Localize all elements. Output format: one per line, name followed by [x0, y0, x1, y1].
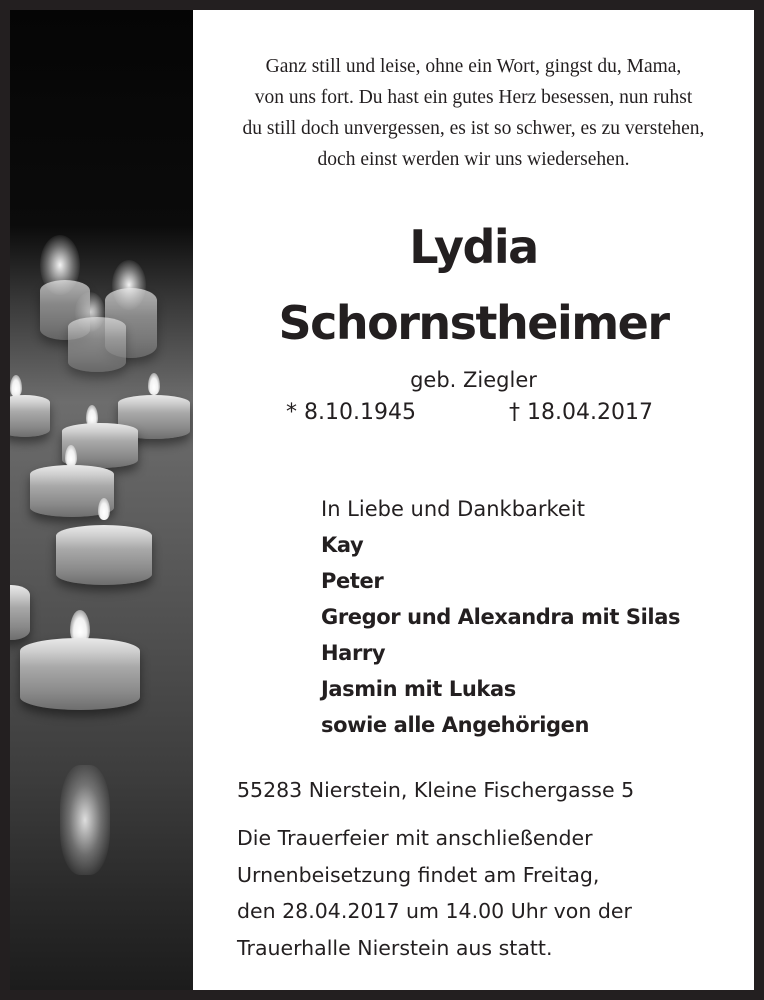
mourner-name: Gregor und Alexandra mit Silas [321, 605, 681, 629]
deceased-first-name: Lydia [409, 220, 538, 274]
service-line: Trauerhalle Nierstein aus statt. [237, 935, 553, 960]
birth-date: * 8.10.1945 [286, 400, 416, 425]
mourner-name: sowie alle Angehörigen [321, 713, 590, 737]
death-date: † 18.04.2017 [509, 400, 653, 425]
candle [10, 585, 30, 640]
address: 55283 Nierstein, Kleine Fischergasse 5 [237, 778, 635, 802]
poem-line: von uns fort. Du hast ein gutes Herz besessen, nun ruhst [254, 87, 693, 108]
candle [20, 638, 140, 710]
candle-flame [65, 445, 77, 467]
mourners-intro: In Liebe und Dankbarkeit [321, 497, 585, 521]
mourner-name: Kay [321, 533, 364, 557]
candle-flame [10, 375, 22, 397]
candle [68, 317, 126, 372]
poem-line: du still doch unvergessen, es ist so schwer, es zu verstehen, [242, 118, 705, 139]
candle [56, 525, 152, 585]
candle-flame [148, 373, 160, 395]
maiden-name: geb. Ziegler [410, 368, 537, 392]
poem-line: Ganz still und leise, ohne ein Wort, gingst du, Mama, [265, 56, 682, 77]
memorial-poem [193, 51, 754, 175]
service-line: Die Trauerfeier mit anschließender [237, 826, 593, 850]
poem-line: doch einst werden wir uns wiedersehen. [317, 149, 630, 170]
service-line: den 28.04.2017 um 14.00 Uhr von der [237, 899, 632, 923]
notice-panel [193, 10, 754, 990]
mourner-name: Peter [321, 569, 384, 593]
candle-reflection [60, 765, 110, 875]
mourner-name: Jasmin mit Lukas [321, 677, 516, 701]
service-line: Urnenbeisetzung findet am Freitag, [237, 862, 600, 887]
candles-photo [10, 10, 193, 990]
candle [10, 395, 50, 437]
mourners-list [321, 491, 680, 743]
deceased-last-name: Schornstheimer [278, 296, 669, 350]
funeral-service-info [237, 820, 632, 966]
mourner-name: Harry [321, 641, 386, 665]
candle-flame [98, 498, 110, 520]
